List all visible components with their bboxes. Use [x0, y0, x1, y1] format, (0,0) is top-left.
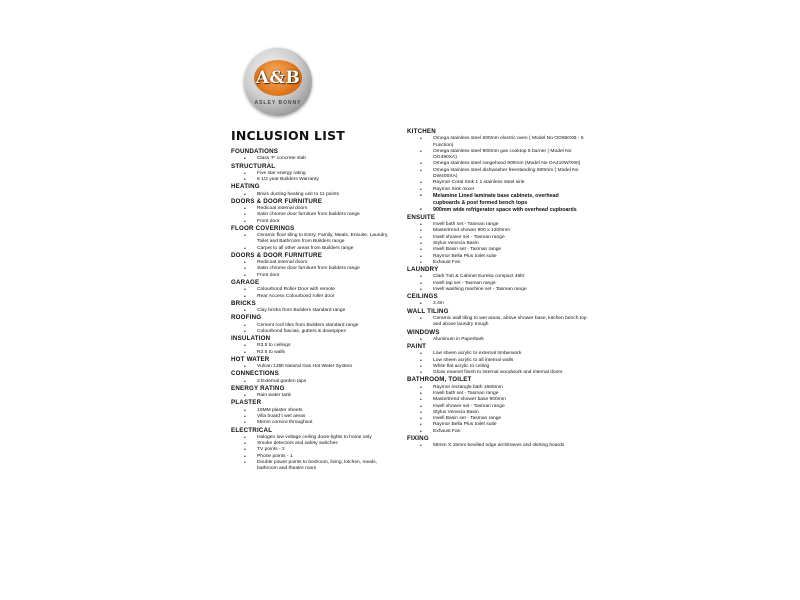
list-item: • 10MM plaster sheets [231, 408, 396, 414]
item-list [231, 435, 396, 473]
section-windows [407, 329, 587, 344]
list-item: • Mastertrend shower 900 x 1200mm [407, 228, 587, 234]
item-list [407, 385, 587, 435]
section-title: LAUNDRY [407, 266, 439, 274]
section-title: PAINT [407, 343, 427, 351]
section-bricks [231, 300, 396, 315]
section-title: ENERGY RATING [231, 384, 285, 392]
section-electrical [231, 427, 396, 473]
list-item: • Clay bricks from Builders standard range [231, 308, 396, 314]
section-title: ROOFING [231, 314, 262, 322]
list-item: • Front door [231, 273, 396, 279]
list-item: • Halogen low voltage ceiling down-lights to home only [231, 435, 396, 441]
left-column [231, 148, 396, 473]
list-item: • 2.4m [407, 301, 587, 307]
list-item: • 6 1/2 year Builders Warranty [231, 177, 396, 183]
section-title: INSULATION [231, 335, 271, 343]
section-paint [407, 343, 587, 376]
list-item: • R3.5 to ceilings [231, 343, 396, 349]
item-list [231, 343, 396, 356]
list-item: • Melamine Lined laminate base cabinets, overhead cupboards & post formed bench tops [407, 193, 587, 207]
section-title: FLOOR COVERINGS [231, 224, 295, 232]
item-list [407, 443, 587, 449]
section-ceilings [407, 293, 587, 308]
list-item: • Redicoat internal doors [231, 206, 396, 212]
item-list [407, 316, 587, 329]
item-list [407, 351, 587, 376]
list-item: • Low sheen acrylic to all internal walls [407, 358, 587, 364]
list-item: • Mastertrend shower base 900mm [407, 397, 587, 403]
list-item: • Smoke detectors and safety switches [231, 441, 396, 447]
list-item: • Gloss enamel finish to internal woodwork and internal doors [407, 370, 587, 376]
list-item: • Five star energy rating [231, 171, 396, 177]
list-item: • 66mm X 15mm bevilled edge architraves and skirting boards [407, 443, 587, 449]
list-item: • Rain water tank [231, 393, 396, 399]
section-structural [231, 163, 396, 184]
list-item: • Irwell tap set - Tasman range [407, 281, 587, 287]
item-list [231, 308, 396, 314]
item-list [231, 323, 396, 336]
right-column [407, 128, 587, 450]
section-doors-and-door-furniture [231, 252, 396, 279]
section-title: CEILINGS [407, 293, 438, 301]
section-title: DOORS & DOOR FURNITURE [231, 251, 323, 259]
list-item: • Raymor Bella Plus toilet suite [407, 422, 587, 428]
section-garage [231, 279, 396, 300]
section-plaster [231, 399, 396, 426]
section-title: PLASTER [231, 399, 262, 407]
list-item: • Satin chrome door furniture from builders range [231, 212, 396, 218]
section-title: ENSUITE [407, 213, 436, 221]
section-title: GARAGE [231, 279, 260, 287]
list-item: • Omega stainless steel 600mm electric oven ( Model No OO650XB - 5 Function) [407, 136, 587, 149]
section-floor-coverings [231, 225, 396, 252]
list-item: • Carpet to all other areas from Builders range [231, 246, 396, 252]
company-logo [244, 48, 312, 116]
section-title: HOT WATER [231, 355, 270, 363]
section-title: BRICKS [231, 299, 256, 307]
section-title: FOUNDATIONS [231, 148, 279, 155]
list-item: • Ceramic wall tiling to wet areas, above shower base, kitchen bench top and above laundry trough [407, 316, 587, 329]
page-title: INCLUSION LIST [231, 128, 345, 143]
list-item: • 55mm cornice throughout [231, 420, 396, 426]
item-list [407, 301, 587, 307]
section-ensuite [407, 214, 587, 266]
item-list [231, 156, 396, 162]
item-list [407, 222, 587, 266]
list-item: • Raymor Coral Sink 1 1 stainless steel sink [407, 180, 587, 186]
list-item: • 900mm wide refrigerator space with overhead cupboards [407, 207, 587, 214]
item-list [407, 274, 587, 293]
section-energy-rating [231, 385, 396, 400]
item-list [231, 233, 396, 252]
item-list [407, 337, 587, 343]
list-item: • Omega stainless steel dishwasher freestanding 600mm ( Model No DW400XA) [407, 168, 587, 181]
item-list [231, 171, 396, 184]
item-list [231, 393, 396, 399]
list-item: • 2 External garden taps [231, 379, 396, 385]
list-item: • Exhaust Fan [407, 260, 587, 266]
logo-subtext: ASLEY BONNY [254, 100, 302, 106]
section-title: CONNECTIONS [231, 370, 279, 378]
list-item: • Cement roof tiles from Builders standard range [231, 323, 396, 329]
list-item: • Colourbond fascias, gutters & downpipes [231, 329, 396, 335]
list-item: • Stylus Venecia Basin [407, 410, 587, 416]
list-item: • Colourbond Roller Door with remote [231, 287, 396, 293]
list-item: • TV points - 2 [231, 447, 396, 453]
list-item: • Double power points to bedroom, living, kitchen, meals, bathroom and theatre room [231, 460, 396, 473]
list-item: • Omega stainless steel 900mm gas cooktop 5 burner ( Model No OG490XA) [407, 149, 587, 162]
item-list [231, 364, 396, 370]
section-heating [231, 183, 396, 198]
section-fixing [407, 435, 587, 450]
logo-text: A&B [255, 68, 301, 88]
section-title: ELECTRICAL [231, 426, 273, 434]
item-list [231, 408, 396, 427]
list-item: • Irwell Basin set - Tasman range [407, 247, 587, 253]
list-item: • Omega stainless steel rangehood 900mm (Model No OA410W/X90) [407, 161, 587, 167]
section-kitchen [407, 128, 587, 214]
list-item: • Front door [231, 219, 396, 225]
list-item: • Clark Tub & Cabinet Eureka compact 45ltr [407, 274, 587, 280]
list-item: • Irwell shower set - Tasman range [407, 235, 587, 241]
section-title: STRUCTURAL [231, 162, 276, 170]
item-list [231, 192, 396, 198]
section-doors-and-door-furniture [231, 198, 396, 225]
section-bathroom-toilet [407, 376, 587, 435]
list-item: • Exhaust Fan [407, 429, 587, 435]
list-item: • Rear Access Colourbond roller door [231, 294, 396, 300]
section-foundations [231, 148, 396, 163]
list-item: • Phone points - 1 [231, 454, 396, 460]
item-list [231, 260, 396, 279]
section-hot-water [231, 356, 396, 371]
section-title: KITCHEN [407, 128, 436, 135]
list-item: • Raymor rectangle bath 1665mm [407, 385, 587, 391]
section-insulation [231, 335, 396, 356]
list-item: • Ceramic floor tiling to Entry, Family, Meals, Ensuite, Laundry, Toilet and Bathroom from Builders range [231, 233, 396, 246]
section-connections [231, 370, 396, 385]
list-item: • Villa board t wet areas [231, 414, 396, 420]
list-item: • Raymor Bella Plus toilet suite [407, 254, 587, 260]
list-item: • Irwell bath set - Tasman range [407, 391, 587, 397]
list-item: • Vulcan 135lt Natural Gas Hot Water System [231, 364, 396, 370]
list-item: • Redicoat internal doors [231, 260, 396, 266]
section-roofing [231, 314, 396, 335]
list-item: • Irwell shower set - Tasman range [407, 404, 587, 410]
list-item: • Irwell bath set - Tasman range [407, 222, 587, 228]
list-item: • Brivis ducting heating unit to 11 points [231, 192, 396, 198]
list-item: • R2.5 to walls [231, 350, 396, 356]
list-item: • Aluminum in Paperbark [407, 337, 587, 343]
section-title: DOORS & DOOR FURNITURE [231, 197, 323, 205]
list-item: • Raymor Sink mixer [407, 187, 587, 193]
section-title: BATHROOM, TOILET [407, 376, 472, 384]
list-item: • Irwell Basin set - Tasman range [407, 416, 587, 422]
section-laundry [407, 266, 587, 293]
section-title: HEATING [231, 183, 260, 191]
item-list [231, 287, 396, 300]
section-title: WINDOWS [407, 328, 440, 336]
list-item: • Class 'F' concrete slab [231, 156, 396, 162]
item-list [231, 379, 396, 385]
item-list [407, 136, 587, 214]
list-item: • Satin chrome door furniture from builders range [231, 266, 396, 272]
section-title: FIXING [407, 435, 429, 443]
section-wall-tiling [407, 308, 587, 329]
list-item: • Irwell washing machine set - Tasman range [407, 287, 587, 293]
list-item: • Low sheen acrylic to external timberwork [407, 351, 587, 357]
list-item: • Stylus Venecia Basin [407, 241, 587, 247]
list-item: • White flat acrylic to ceiling [407, 364, 587, 370]
section-title: WALL TILING [407, 307, 449, 315]
item-list [231, 206, 396, 225]
